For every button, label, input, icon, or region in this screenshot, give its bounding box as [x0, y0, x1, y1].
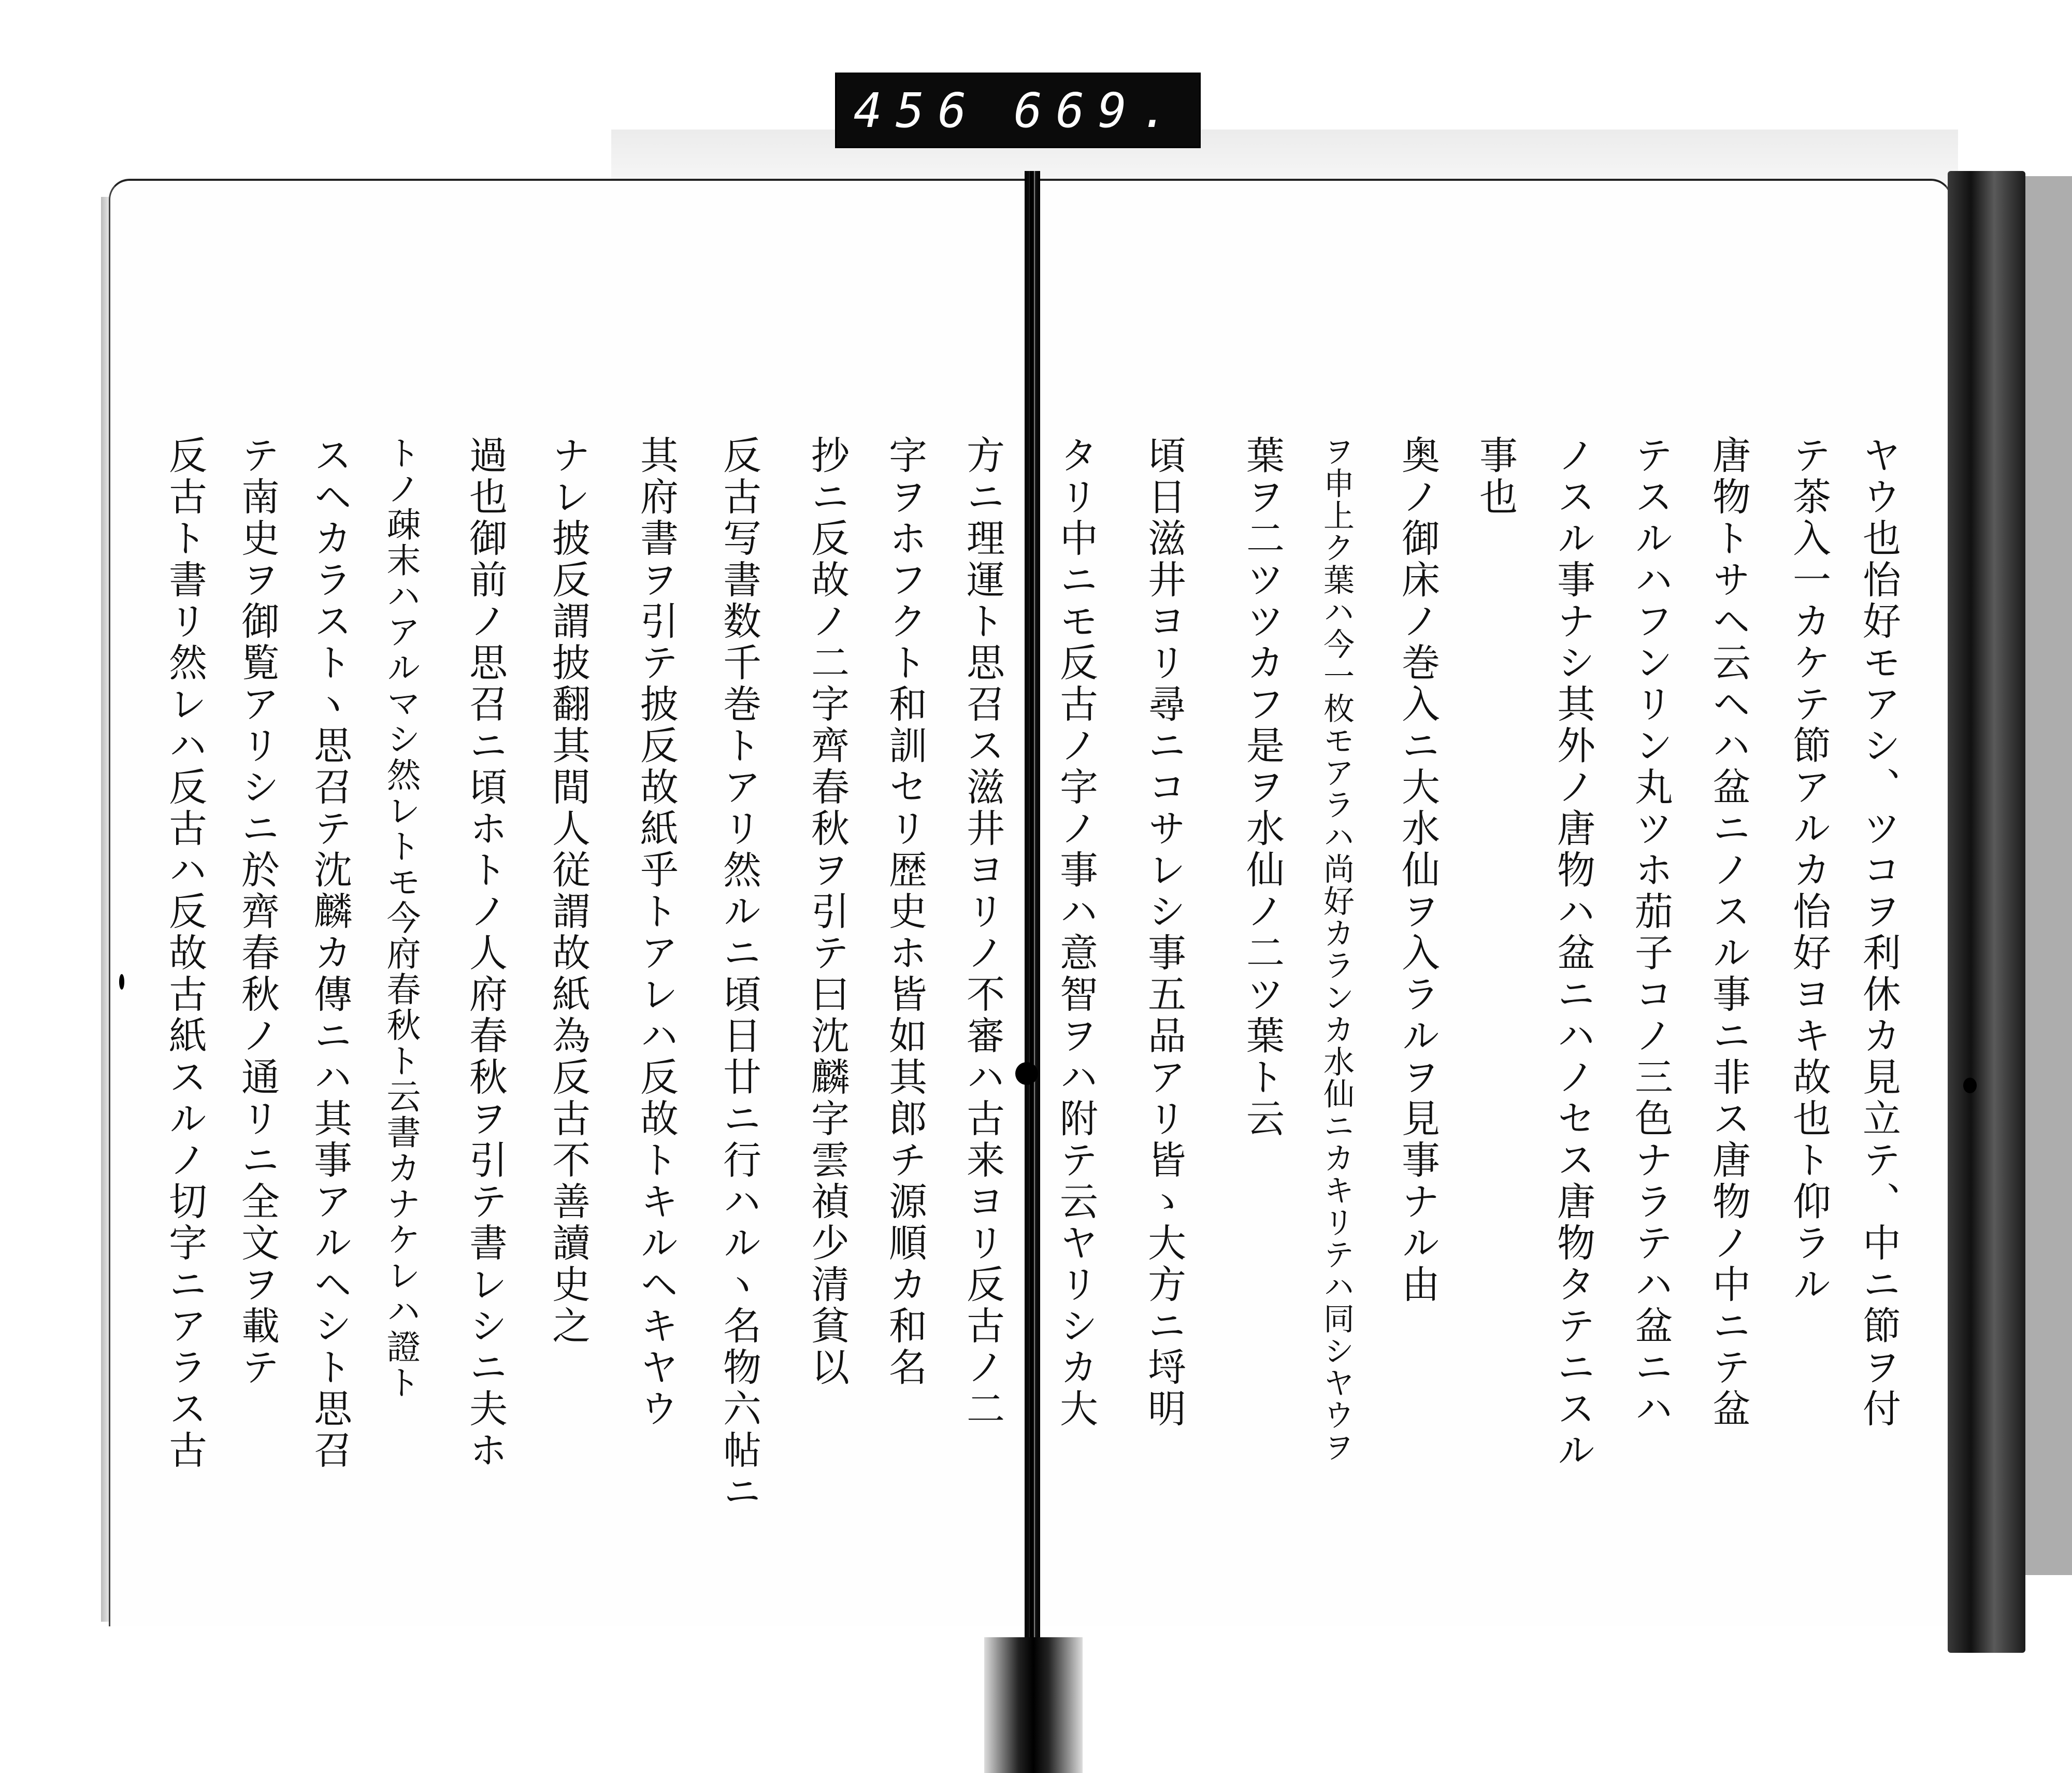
- text-column: スヘカラストヽ思召テ沈麟カ傳ニハ其事アルヘシト思召: [308, 435, 352, 1471]
- text-column: 奥ノ御床ノ巻入ニ大水仙ヲ入ラルヲ見事ナル由: [1395, 435, 1440, 1306]
- text-column: ヲ申上ク葉ハ今一枚モアラハ尚好カランカ水仙ニカキリテハ同シヤウヲ: [1318, 435, 1355, 1463]
- text-column: タリ中ニモ反古ノ字ノ事ハ意智ヲハ附テ云ヤリシカ大: [1054, 435, 1098, 1430]
- call-number-left: 456: [853, 82, 980, 138]
- book-gutter-line: [1030, 171, 1034, 1648]
- text-column: テ茶入一カケテ節アルカ怡好ヨキ故也ト仰ラル: [1787, 435, 1831, 1306]
- ink-smudge: [1015, 1062, 1038, 1085]
- text-column: 字ヲホフクト和訓セリ歴史ホ皆如其郎チ源順カ和名: [883, 435, 927, 1389]
- text-column: 方ニ理運ト思召ス滋井ヨリノ不審ハ古来ヨリ反古ノ二: [960, 435, 1005, 1430]
- text-column: テスルハフンリン丸ツホ茄子コノ三色ナラテハ盆ニハ: [1629, 435, 1673, 1430]
- text-column: トノ疎末ハアルマシ然レトモ今府春秋ト云書カナケレハ證ト: [381, 435, 421, 1400]
- book-edge-right: [1948, 171, 2025, 1653]
- call-number-right: 669.: [1013, 82, 1183, 138]
- ink-smudge: [1963, 1078, 1977, 1093]
- text-column: 事也: [1473, 435, 1518, 518]
- call-number-label: [835, 73, 1201, 148]
- text-column: 抄ニ反故ノ二字齊春秋ヲ引テ曰沈麟字雲禎少清貧以: [805, 435, 850, 1389]
- text-column: ノスル事ナシ其外ノ唐物ハ盆ニハノセス唐物タテニスル: [1551, 435, 1595, 1471]
- text-column: テ南史ヲ御覧アリシニ於齊春秋ノ通リニ全文ヲ載テ: [235, 435, 280, 1389]
- text-column: ヤウ也怡好モアシ、ツコヲ利休カ見立テ、中ニ節ヲ付: [1857, 435, 1901, 1430]
- text-column: 唐物トサヘ云ヘハ盆ニノスル事ニ非ス唐物ノ中ニテ盆: [1706, 435, 1751, 1430]
- text-column: 頃日滋井ヨリ尋ニコサレシ事五品アリ皆ゝ大方ニ埒明: [1142, 435, 1186, 1430]
- ink-smudge: [119, 974, 124, 990]
- text-column: 其府書ヲ引テ披反故紙乎トアレハ反故トキルヘキヤウ: [634, 435, 679, 1430]
- text-column: 反古写書数千巻トアリ然ルニ頃日廿ニ行ハルヽ名物六帖ニ: [717, 435, 761, 1513]
- text-column: 過也御前ノ思召ニ頃ホトノ人府春秋ヲ引テ書レシニ夫ホ: [463, 435, 508, 1471]
- text-column: 反古ト書リ然レハ反古ハ反故古紙スルノ切字ニアラス古: [163, 435, 207, 1471]
- spine-bottom: [984, 1637, 1083, 1773]
- text-column: ナレ披反謂披翻其間人従謂故紙為反古不善讀史之: [546, 435, 591, 1347]
- text-column: 葉ヲ二ツツカフ是ヲ水仙ノ二ツ葉ト云: [1240, 435, 1285, 1140]
